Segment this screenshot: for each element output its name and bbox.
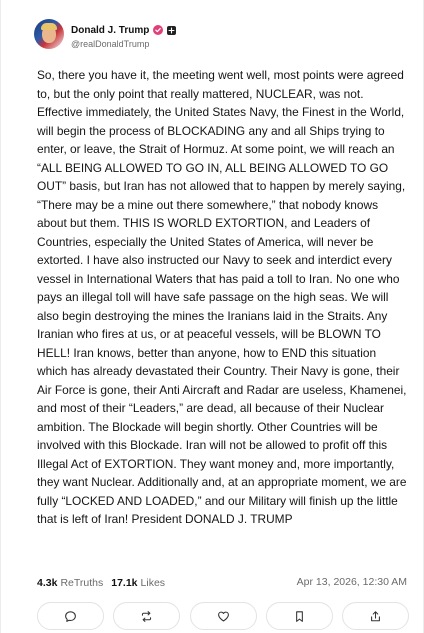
- likes-count[interactable]: 17.1k: [111, 577, 138, 589]
- post-stats: [37, 576, 409, 590]
- retruths-label[interactable]: ReTruths: [60, 577, 104, 589]
- post-header: [34, 19, 394, 53]
- affiliation-badge-icon: [167, 26, 176, 35]
- retruth-button[interactable]: [113, 602, 180, 630]
- bookmark-button[interactable]: [266, 602, 333, 630]
- like-icon: [217, 610, 230, 623]
- share-button[interactable]: [342, 602, 409, 630]
- avatar[interactable]: [34, 19, 64, 49]
- post-body: So, there you have it, the meeting went well, most points were agreed to, but the only point that really mattered, NUCLEAR, was not. Effective immediately, the United States Navy, the Finest in the World, will begin the process of BLOCKADING any and all Ships trying to enter, or leave, the Strait of Hormuz. At some point, we will reach an “ALL BEING ALLOWED TO GO IN, ALL BEING ALLOWED TO GO OUT” basis, but Iran has not allowed that to happen by merely saying, “There may be a mine out there somewhere,” that nobody knows about but them. THIS IS WORLD EXTORTION, and Leaders of Countries, especially the United States of America, will never be extorted. I have also instructed our Navy to seek and interdict every vessel in International Waters that has paid a toll to Iran. No one who pays an illegal toll will have safe passage on the high seas. We will also begin destroying the mines the Iranians laid in the Straits. Any Iranian who fires at us, or at peaceful vessels, will be BLOWN TO HELL! Iran knows, better than anyone, how to END this situation which has already devastated their Country. Their Navy is gone, their Air Force is gone, their Anti Aircraft and Radar are useless, Khamenei, and most of their “Leaders,” are dead, all because of their Nuclear ambition. The Blockade will begin shortly. Other Countries will be involved with this Blockade. Iran will not be allowed to profit off this Illegal Act of EXTORTION. They want money and, more importantly, they want Nuclear. Additionally and, at an appropriate moment, we are fully “LOCKED AND LOADED,” and our Military will finish up the little that is left of Iran! President DONALD J. TRUMP: [37, 68, 410, 526]
- reply-button[interactable]: [37, 602, 104, 630]
- likes-label[interactable]: Likes: [140, 577, 166, 589]
- action-bar: [37, 602, 409, 630]
- retruths-count[interactable]: 4.3k: [37, 577, 58, 589]
- verified-badge-icon: [153, 25, 163, 35]
- reply-icon: [64, 610, 77, 623]
- retruth-icon: [140, 610, 153, 623]
- share-icon: [369, 610, 382, 623]
- bookmark-icon: [293, 610, 306, 623]
- post-timestamp[interactable]: Apr 13, 2026, 12:30 AM: [296, 576, 407, 588]
- avatar-hair: [41, 23, 57, 30]
- like-button[interactable]: [190, 602, 257, 630]
- name-row: [71, 23, 176, 37]
- user-handle[interactable]: @realDonaldTrump: [71, 39, 150, 49]
- display-name[interactable]: Donald J. Trump: [71, 24, 150, 36]
